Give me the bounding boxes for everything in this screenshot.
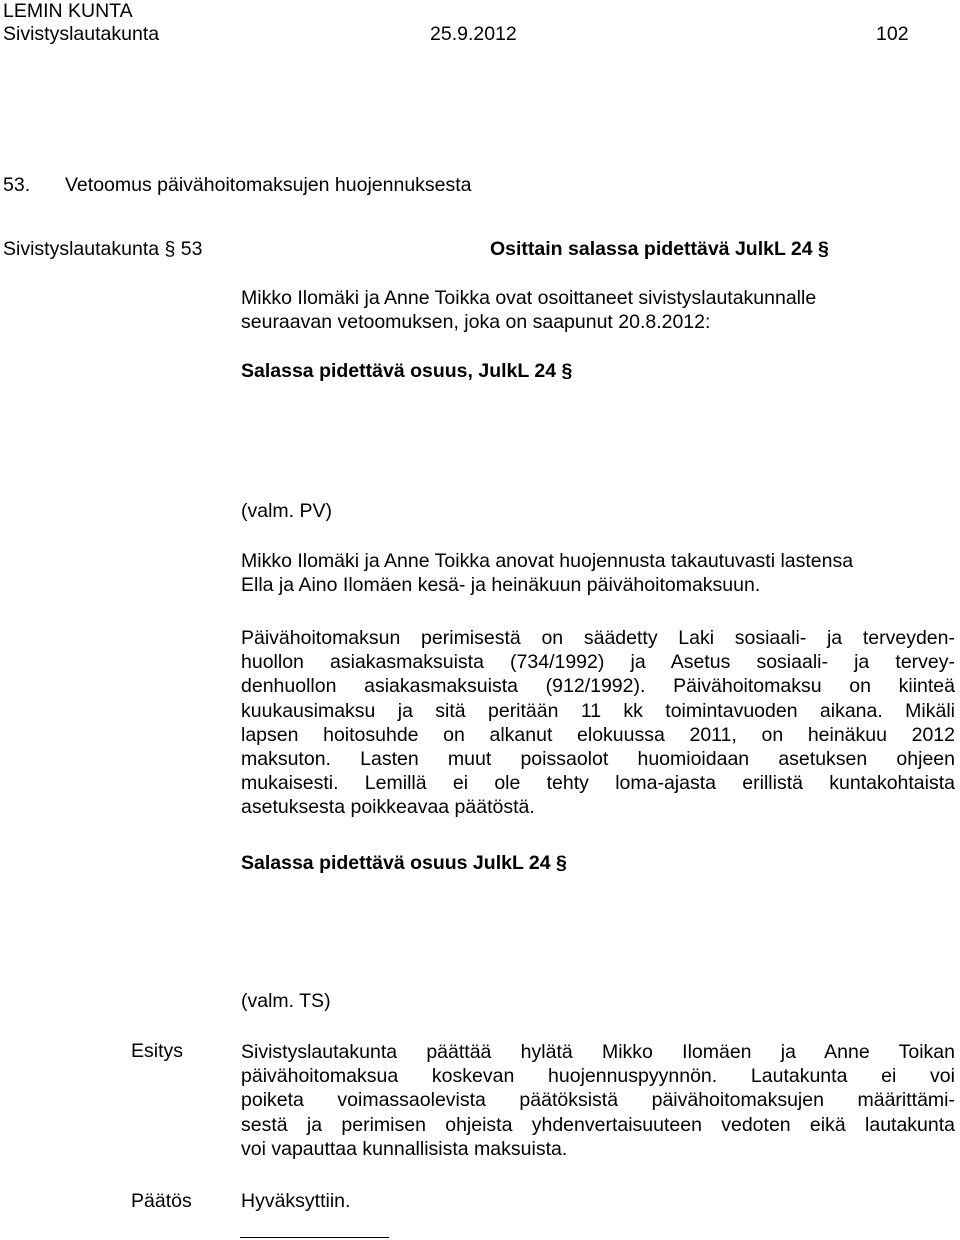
paragraph-line: sestä ja perimisen ohjeista yhdenvertaisuuteen vedoten eikä lautakunta — [241, 1113, 955, 1136]
committee-reference: Sivistyslautakunta § 53 — [3, 238, 203, 260]
header-committee: Sivistyslautakunta — [3, 23, 160, 45]
section-title: Vetoomus päivähoitomaksujen huojennuksesta — [65, 174, 472, 196]
paragraph-line: Sivistyslautakunta päättää hylätä Mikko Ilomäen ja Anne Toikan — [241, 1041, 955, 1063]
appeal-paragraph — [241, 549, 955, 597]
intro-line: seuraavan vetoomuksen, joka on saapunut 20.8.2012: — [241, 311, 711, 334]
paragraph-line: poiketa voimassaolevista päätöksistä päivähoitomaksujen määrittämi- — [241, 1089, 955, 1112]
appeal-line: Mikko Ilomäki ja Anne Toikka anovat huojennusta takautuvasti lastensa — [241, 550, 854, 572]
paragraph-line: kuukausimaksu ja sitä peritään 11 kk toimintavuoden aikana. Mikäli — [241, 699, 955, 722]
header-date: 25.9.2012 — [430, 23, 517, 45]
paragraph-line: voi vapauttaa kunnallisista maksuista. — [241, 1137, 568, 1160]
decision-text: Hyväksyttiin. — [241, 1190, 351, 1212]
decision-label: Päätös — [131, 1190, 192, 1212]
confidentiality-notice: Osittain salassa pidettävä JulkL 24 § — [490, 238, 829, 260]
paragraph-line: lapsen hoitosuhde on alkanut elokuussa 2011, on heinäkuu 2012 — [241, 723, 955, 746]
paragraph-line: päivähoitomaksua koskevan huojennuspyynnön. Lautakunta ei voi — [241, 1065, 955, 1088]
preparer-note: (valm. PV) — [241, 500, 333, 522]
appeal-line: Ella ja Aino Ilomäen kesä- ja heinäkuun päivähoitomaksuun. — [241, 574, 761, 597]
paragraph-line: asetuksesta poikkeavaa päätöstä. — [241, 796, 535, 819]
paragraph-line: huollon asiakasmaksuista (734/1992) ja Asetus sosiaali- ja tervey- — [241, 651, 955, 674]
paragraph-line: mukaisesti. Lemillä ei ole tehty loma-ajasta erillistä kuntakohtaista — [241, 772, 955, 795]
intro-line: Mikko Ilomäki ja Anne Toikka ovat osoittaneet sivistyslautakunnalle — [241, 287, 817, 309]
intro-paragraph — [241, 286, 955, 334]
paragraph-line: Päivähoitomaksun perimisestä on säädetty Laki sosiaali- ja terveyden- — [241, 627, 955, 649]
proposal-paragraph — [241, 1040, 955, 1161]
municipality-name: LEMIN KUNTA — [3, 0, 133, 22]
confidential-section-heading: Salassa pidettävä osuus, JulkL 24 § — [241, 360, 573, 382]
page-number: 102 — [876, 23, 909, 45]
legal-basis-paragraph — [241, 626, 955, 820]
section-number: 53. — [3, 174, 31, 196]
paragraph-line: maksuton. Lasten muut poissaolot huomioidaan asetuksen ohjeen — [241, 748, 955, 771]
preparer-note: (valm. TS) — [241, 990, 331, 1012]
proposal-label: Esitys — [131, 1040, 184, 1062]
paragraph-line: denhuollon asiakasmaksuista (912/1992). Päivähoitomaksu on kiinteä — [241, 675, 955, 698]
end-rule — [240, 1237, 389, 1238]
confidential-section-heading: Salassa pidettävä osuus JulkL 24 § — [241, 852, 567, 874]
